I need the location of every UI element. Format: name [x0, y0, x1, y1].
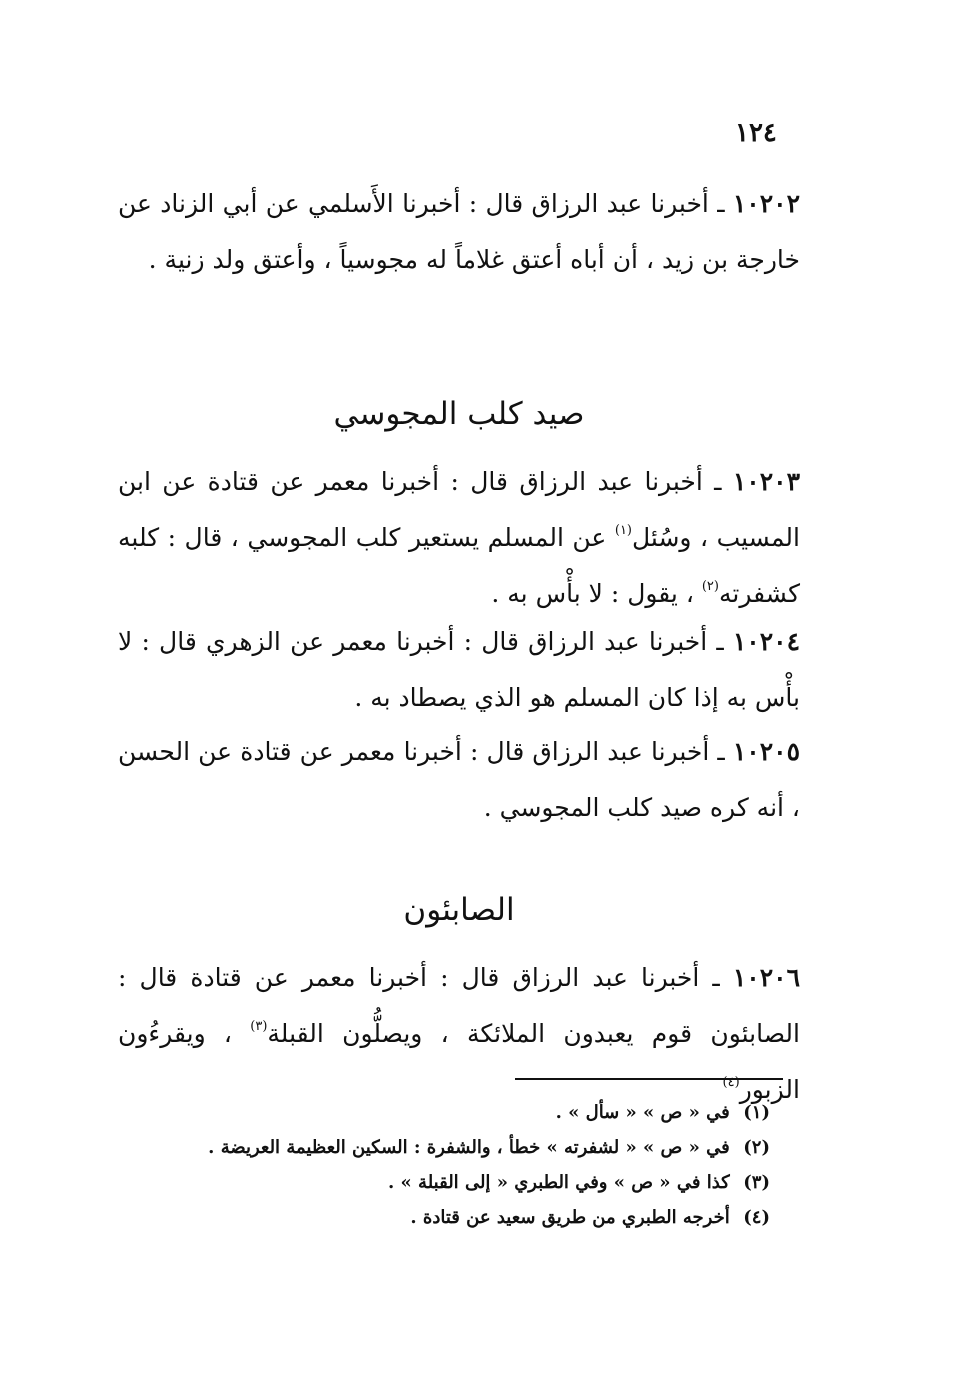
hadith-number: ١٠٢٠٦: [732, 963, 800, 992]
hadith-paragraph: [118, 176, 800, 288]
footnote-item: [150, 1165, 770, 1200]
hadith-text: ـ أخبرنا عبد الرزاق قال : أخبرنا معمر عن قتادة قال : الصابئون قوم يعبدون الملائكة ، ويصلُّون القبلة: [118, 963, 800, 1048]
footnote-ref: (١): [614, 523, 632, 538]
footnote-ref: (٢): [701, 579, 719, 594]
hadith-number: ١٠٢٠٣: [732, 467, 800, 496]
hadith-paragraph: [118, 724, 800, 836]
hadith-text: ، ويقرءُون الزبور: [118, 1019, 800, 1104]
section-heading: الصابئون: [403, 892, 515, 928]
footnote-mark: (١): [743, 1102, 770, 1123]
hadith-text: ـ أخبرنا عبد الرزاق قال : أخبرنا معمر عن قتادة عن ابن المسيب ، وسُئل: [118, 467, 800, 552]
footnote-mark: (٣): [743, 1172, 770, 1193]
footnote-text: أخرجه الطبري من طريق سعيد عن قتادة .: [410, 1207, 730, 1228]
hadith-text: ـ أخبرنا عبد الرزاق قال : أخبرنا الأَسلمي عن أبي الزناد عن خارجة بن زيد ، أن أباه أعتق غلاماً له مجوسياً ، وأعتق ولد زنية .: [118, 189, 800, 274]
hadith-text: ، يقول : لا بأْس به .: [491, 579, 702, 608]
hadith-number: ١٠٢٠٤: [732, 627, 800, 656]
hadith-paragraph: [118, 614, 800, 726]
footnote-divider: [515, 1078, 783, 1080]
footnotes: [150, 1095, 770, 1235]
footnote-mark: (٢): [743, 1137, 770, 1158]
footnote-item: [150, 1095, 770, 1130]
hadith-paragraph: [118, 950, 800, 1118]
hadith-text: ـ أخبرنا عبد الرزاق قال : أخبرنا معمر عن الزهري قال : لا بأْس به إذا كان المسلم هو الذي يصطاد به .: [118, 627, 800, 712]
hadith-number: ١٠٢٠٢: [732, 189, 800, 218]
footnote-text: في « ص » « لشفرته » خطأ ، والشفرة : السكين العظيمة العريضة .: [208, 1137, 730, 1158]
hadith-number: ١٠٢٠٥: [732, 737, 800, 766]
footnote-text: في « ص » « سأل » .: [555, 1102, 730, 1123]
hadith-paragraph: [118, 454, 800, 622]
footnote-ref: (٣): [250, 1019, 268, 1034]
footnote-text: كذا في « ص » وفي الطبري « إلى القبلة » .: [388, 1172, 730, 1193]
page-number: ١٢٤: [735, 118, 777, 148]
hadith-text: ـ أخبرنا عبد الرزاق قال : أخبرنا معمر عن قتادة عن الحسن ، أنه كره صيد كلب المجوسي .: [118, 737, 800, 822]
hadith-text: عن المسلم يستعير كلب المجوسي ، قال : كلبه كشفرته: [118, 523, 800, 608]
footnote-ref: (٤): [722, 1075, 740, 1090]
section-heading: صيد كلب المجوسي: [333, 396, 585, 432]
footnote-mark: (٤): [743, 1207, 770, 1228]
footnote-item: [150, 1200, 770, 1235]
footnote-item: [150, 1130, 770, 1165]
